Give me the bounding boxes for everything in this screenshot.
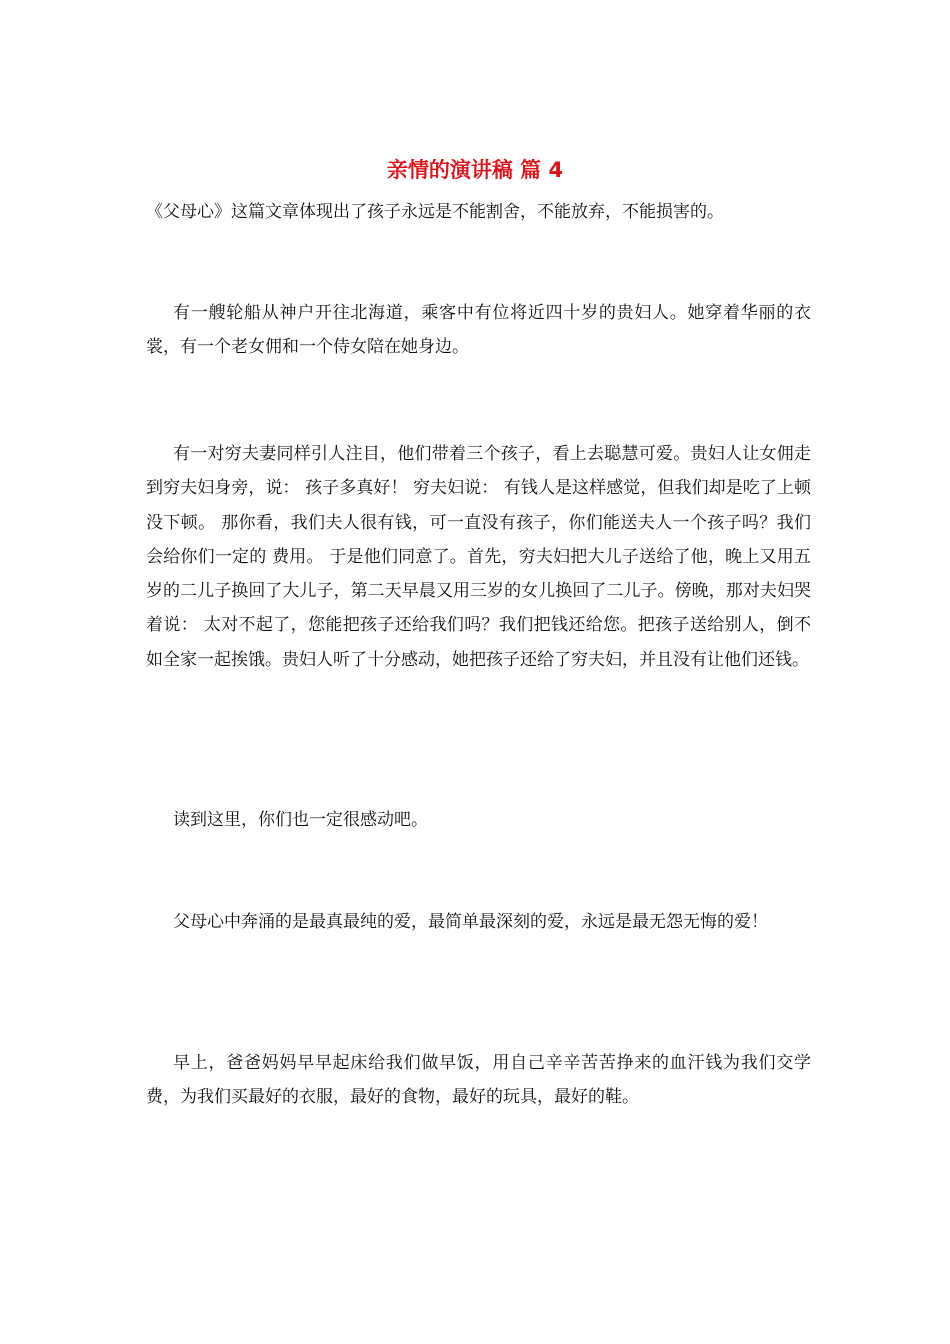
body-paragraph-5: 早上，爸爸妈妈早早起床给我们做早饭，用自己辛辛苦苦挣来的血汗钱为我们交学费，为我们买最好的衣服，最好的食物，最好的玩具，最好的鞋。 [146,1053,811,1108]
body-paragraph-3: 读到这里，你们也一定很感动吧。 [173,810,428,830]
body-paragraph-1: 有一艘轮船从神户开往北海道，乘客中有位将近四十岁的贵妇人。她穿着华丽的衣裳，有一个老女佣和一个侍女陪在她身边。 [146,303,811,358]
body-paragraph-2: 有一对穷夫妻同样引人注目，他们带着三个孩子，看上去聪慧可爱。贵妇人让女佣走到穷夫妇身旁，说： 孩子多真好！ 穷夫妇说： 有钱人是这样感觉，但我们却是吃了上顿没下顿。 那你看，我们夫人很有钱，可一直没有孩子，你们能送夫人一个孩子吗？我们会给你们一定的 费用。 于是他们同意了。首先，穷夫妇把大儿子送给了他，晚上又用五岁的二儿子换回了大儿子，第二天早晨又用三岁的女儿换回了二儿子。傍晚，那对夫妇哭着说： 太对不起了，您能把孩子还给我们吗？我们把钱还给您。把孩子送给别人，倒不如全家一起挨饿。贵妇人听了十分感动，她把孩子还给了穷夫妇，并且没有让他们还钱。 [146,444,811,670]
body-paragraph-4: 父母心中奔涌的是最真最纯的爱，最简单最深刻的爱，永远是最无怨无悔的爱！ [173,912,768,932]
intro-paragraph: 《父母心》这篇文章体现出了孩子永远是不能割舍，不能放弃，不能损害的。 [146,202,724,222]
document-title: 亲情的演讲稿 篇 4 [386,158,564,182]
